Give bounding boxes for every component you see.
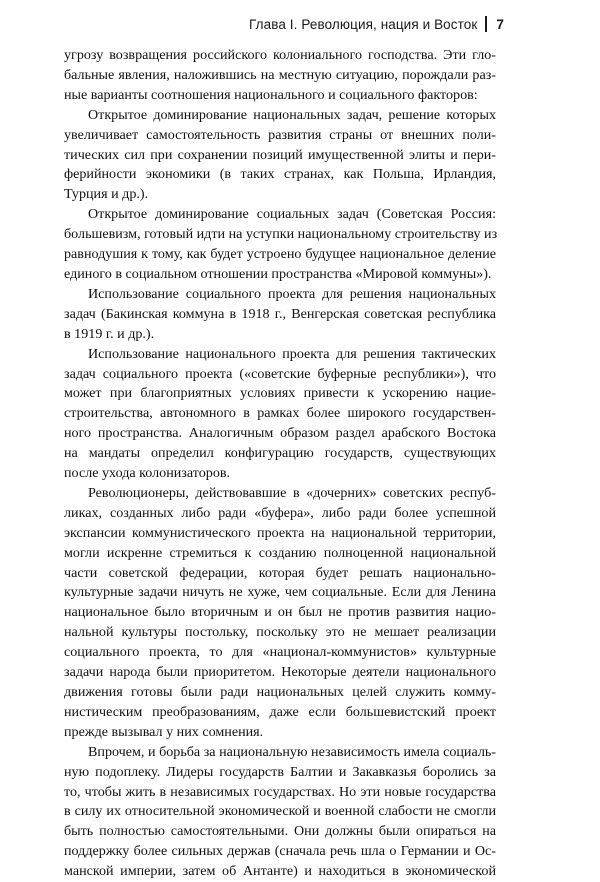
text-line: Впрочем, и борьба за национальную независимость имела социаль- <box>88 743 496 760</box>
text-line: ферийности экономики (в таких странах, как Польша, Ирландия, <box>64 166 496 183</box>
paragraph <box>64 484 496 743</box>
chapter-title: Глава I. Революция, нация и Восток <box>248 16 478 32</box>
text-line: на мандаты определил конфигурацию государств, существующих <box>64 445 496 462</box>
text-line: увеличивает самостоятельность развития страны от внешних поли- <box>64 126 496 143</box>
running-header <box>249 16 504 32</box>
text-line: Открытое доминирование национальных задач, решение которых <box>88 106 496 123</box>
text-line: ные варианты соотношения национального и социального факторов: <box>64 86 478 103</box>
text-line: быть полностью самостоятельными. Они должны были опираться на <box>64 823 496 840</box>
text-line: Турция и др.). <box>64 186 149 203</box>
text-line: в 1919 г. и др.). <box>64 325 155 342</box>
text-line: бальные явления, наложившись на местную ситуацию, порождали раз- <box>64 66 496 83</box>
text-line: единого в социальном отношении пространства «Мировой коммуны»). <box>64 265 492 282</box>
text-line: Революционеры, действовавшие в «дочерних» советских респуб- <box>88 484 496 501</box>
text-line: задачи народа были приоритетом. Некоторые деятели национального <box>64 664 496 681</box>
paragraph <box>64 205 496 285</box>
text-line: большевизм, готовый идти на уступки национальному строительству из <box>64 226 498 243</box>
text-line: могли искренне стремиться к созданию полноценной национальной <box>64 544 496 561</box>
text-line: ликах, созданных либо ради «буфера», либо ради более успешной <box>64 504 496 521</box>
text-line: в силу их относительной экономической и военной слабости не смогли <box>64 803 496 820</box>
text-line: строительства, автономного в рамках более широкого государствен- <box>64 405 496 422</box>
text-line: культурные задачи ничуть не хуже, чем социальные. Если для Ленина <box>64 584 496 601</box>
text-line: манской империи, затем об Антанте) и находиться в экономической <box>64 863 496 880</box>
text-line: части советской федерации, которая будет решать национально- <box>64 564 496 581</box>
page-number: 7 <box>496 16 504 32</box>
text-line: может при благоприятных условиях привести к ускорению нацие- <box>64 385 496 402</box>
text-line: ного пространства. Аналогичным образом раздел арабского Востока <box>64 425 496 442</box>
paragraph <box>64 743 496 882</box>
paragraph <box>64 106 496 206</box>
header-divider <box>485 16 487 32</box>
text-line: социального проекта, то для «национал-коммунистов» культурные <box>64 644 496 661</box>
text-line: Использование национального проекта для решения тактических <box>88 345 496 362</box>
text-line: задач (Бакинская коммуна в 1918 г., Венгерская советская республика <box>64 305 496 322</box>
text-line: после ухода колонизаторов. <box>64 465 231 482</box>
paragraph <box>64 46 496 106</box>
text-line: движения готовы были ради национальных целей служить комму- <box>64 684 496 700</box>
text-line: Использование социального проекта для решения национальных <box>88 285 496 302</box>
text-line: экспансии коммунистического проекта на национальной территории, <box>64 524 496 541</box>
text-line: нистическим преобразованиям, даже если большевистский проект <box>64 703 496 720</box>
text-line: национальное было вторичным и он был не против развития нацио- <box>64 604 496 621</box>
text-line: ную подоплеку. Лидеры государств Балтии и Закавказья боролись за <box>64 763 496 780</box>
text-line: задач социального проекта («советские буферные республики»), что <box>64 365 496 382</box>
text-line: угрозу возвращения российского колониального господства. Эти гло- <box>64 47 496 63</box>
text-line: тических сил при сохранении позиций имущественной элиты и пери- <box>64 146 496 163</box>
text-line: Открытое доминирование социальных задач (Советская Россия: <box>88 206 496 223</box>
page-body <box>64 46 496 882</box>
paragraph <box>64 345 496 484</box>
text-line: прежде вызывал у них сомнения. <box>64 723 264 740</box>
text-line: поддержку более сильных держав (сначала речь шла о Германии и Ос- <box>64 843 496 860</box>
text-line: равнодушия к тому, как будет устроено будущее национальное деление <box>64 246 496 263</box>
text-line: нальной культуры постольку, поскольку это не мешает реализации <box>64 624 496 641</box>
paragraph <box>64 285 496 345</box>
text-line: то, чтобы жить в независимых государствах. Но эти новые государства <box>64 783 496 800</box>
